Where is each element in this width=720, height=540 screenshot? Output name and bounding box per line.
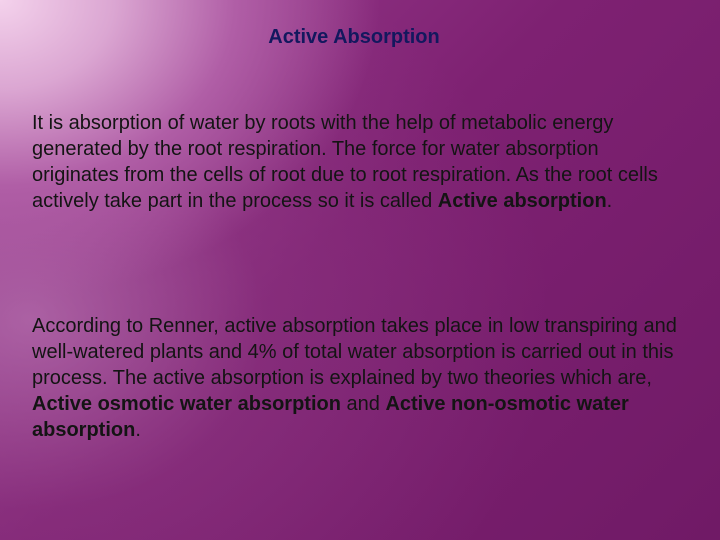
paragraph-definition: [32, 110, 682, 214]
slide-title: Active Absorption: [268, 26, 440, 48]
paragraph-renner-text: According to Renner, active absorption takes place in low transpiring and well-watered plants and 4% of total water absorption is carried out in this process. The active absorption is explained by two theories which are,: [32, 315, 677, 389]
term-active-osmotic: Active osmotic water absorption: [32, 393, 341, 415]
paragraph-renner-end: .: [135, 419, 141, 441]
paragraph-renner: [32, 313, 682, 443]
paragraph-definition-text: It is absorption of water by roots with the help of metabolic energy generated by the root respiration. The force for water absorption originates from the cells of root due to root respiration. As the root cells actively take part in the process so it is called: [32, 112, 658, 212]
paragraph-definition-end: .: [606, 190, 613, 212]
term-active-absorption: Active absorption: [437, 190, 607, 212]
term-active-non-osmotic: Active non-osmotic water absorption: [32, 393, 629, 441]
paragraph-renner-conjunction: and: [340, 393, 386, 415]
